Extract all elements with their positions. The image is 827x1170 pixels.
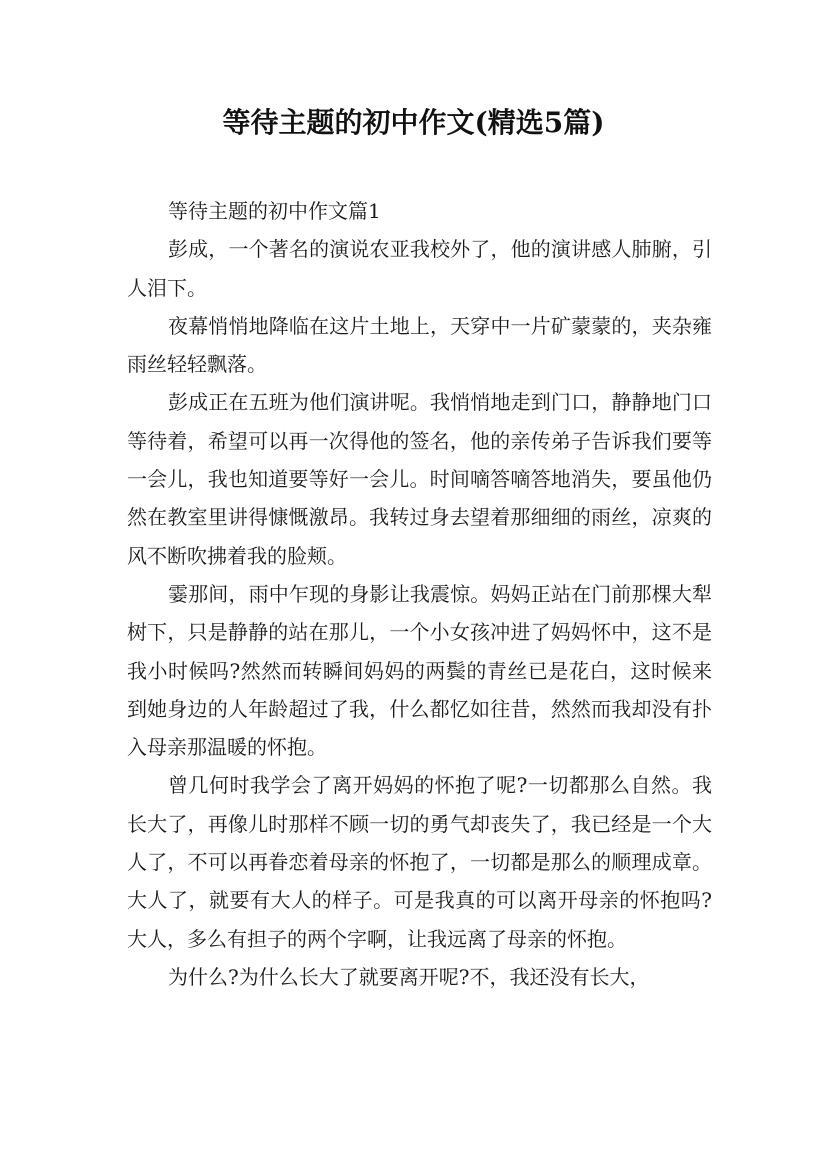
document-title: 等待主题的初中作文(精选5篇): [222, 106, 605, 139]
paragraph-6: 为什么?为什么长大了就要离开呢?不，我还没有长大，: [168, 964, 650, 989]
document-body: [127, 192, 712, 996]
section-heading: 等待主题的初中作文篇1: [168, 199, 381, 223]
paragraph-2: 夜幕悄悄地降临在这片土地上，天穿中一片矿蒙蒙的，夹杂雍雨丝轻轻飘落。: [127, 313, 712, 377]
paragraph-3: 彭成正在五班为他们演讲呢。我悄悄地走到门口，静静地门口等待着，希望可以再一次得他的签名，他的亲传弟子告诉我们要等一会儿，我也知道要等好一会儿。时间嘀答嘀答地消失，要虽他仍然在教室里讲得慷慨激昂。我转过身去望着那细细的雨丝，凉爽的风不断吹拂着我的脸颊。: [127, 390, 712, 568]
paragraph-1: 彭成，一个著名的演说农亚我校外了，他的演讲感人肺腑，引人泪下。: [127, 237, 712, 300]
paragraph-4: 霎那间，雨中乍现的身影让我震惊。妈妈正站在门前那棵大犁树下，只是静静的站在那儿，一个小女孩冲进了妈妈怀中，这不是我小时候吗?然然而转瞬间妈妈的两鬓的青丝已是花白，这时候来到她身边的人年龄超过了我，什么都忆如往昔，然然而我却没有扑入母亲那温暖的怀抱。: [127, 581, 712, 760]
paragraph-5: 曾几何时我学会了离开妈妈的怀抱了呢?一切都那么自然。我长大了，再像儿时那样不顾一切的勇气却丧失了，我已经是一个大人了，不可以再眷恋着母亲的怀抱了，一切都是那么的顺理成章。大人了，就要有大人的样子。可是我真的可以离开母亲的怀抱吗?大人，多么有担子的两个字啊，让我远离了母亲的怀抱。: [127, 773, 712, 951]
